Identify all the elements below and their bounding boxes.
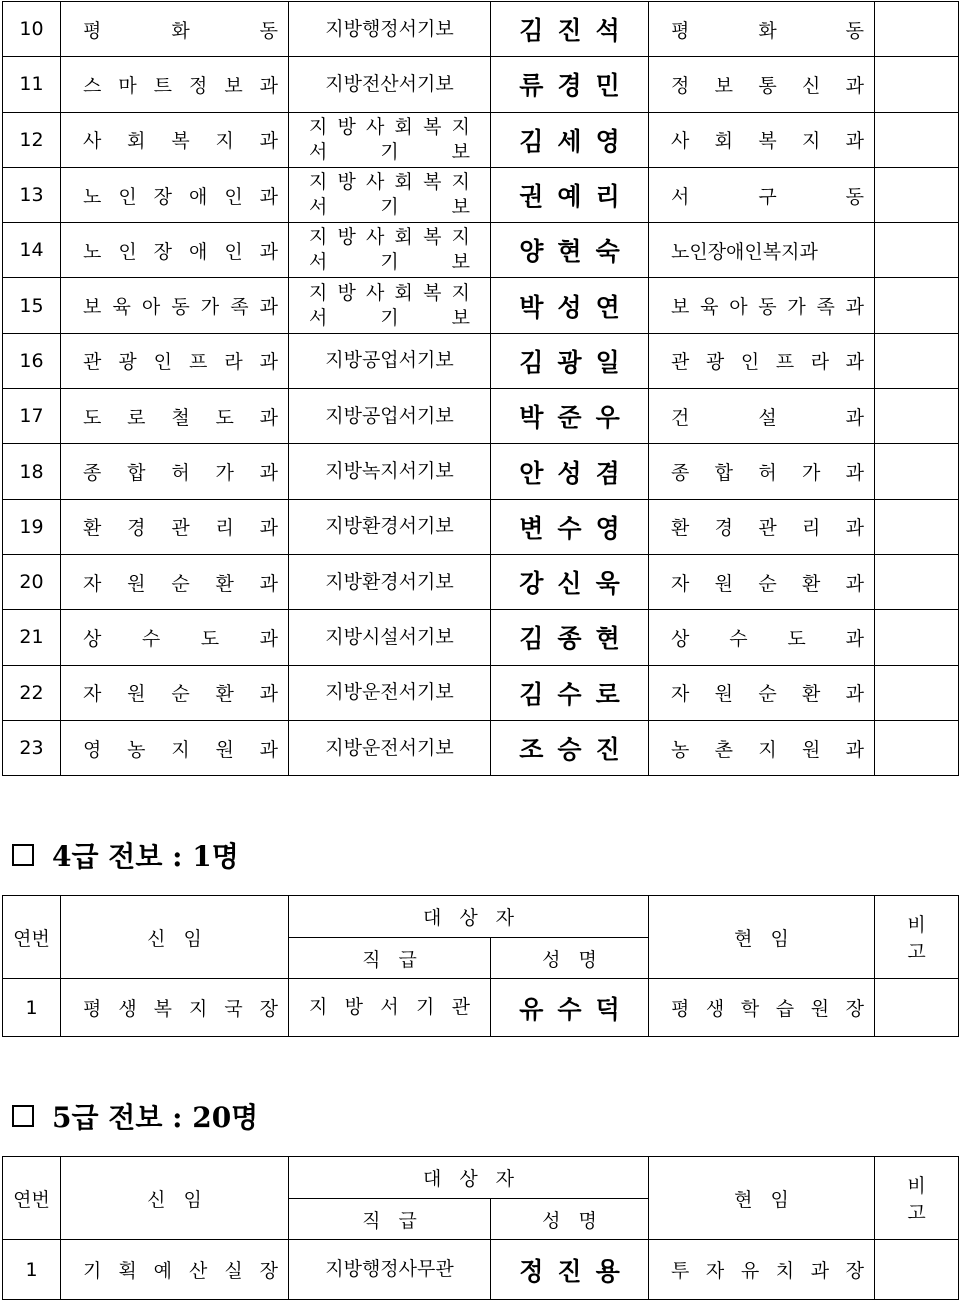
- grade: 지 방 사 회 복 지 서 기 보: [289, 112, 491, 167]
- row-number: 20: [3, 554, 61, 609]
- person-name: 양현숙: [491, 223, 649, 278]
- current-post: 자 원 순 환 과: [649, 665, 875, 720]
- row-number: 13: [3, 167, 61, 222]
- table-row: [3, 665, 959, 720]
- table-row: [3, 1240, 959, 1300]
- grade: 지 방 사 회 복 지 서 기 보: [289, 167, 491, 222]
- table-row: [3, 499, 959, 554]
- new-post: 자 원 순 환 과: [61, 554, 289, 609]
- header-note: 비고: [875, 896, 959, 979]
- section-title-5th-grade: [12, 1096, 258, 1136]
- table-row: [3, 278, 959, 333]
- current-post: 상 수 도 과: [649, 610, 875, 665]
- note: [875, 2, 959, 57]
- person-name: 박성연: [491, 278, 649, 333]
- grade: 지 방 사 회 복 지 서 기 보: [289, 223, 491, 278]
- new-post: 환 경 관 리 과: [61, 499, 289, 554]
- table-row: [3, 979, 959, 1037]
- checkbox-square-icon: [12, 1105, 34, 1127]
- current-post: 투 자 유 치 과 장: [649, 1240, 875, 1300]
- person-name: 조승진: [491, 720, 649, 775]
- table-row: [3, 2, 959, 57]
- row-number: 17: [3, 389, 61, 444]
- table-row: [3, 389, 959, 444]
- row-number: 22: [3, 665, 61, 720]
- note: [875, 167, 959, 222]
- header-target: 대상자: [289, 1157, 649, 1199]
- person-name: 정진용: [491, 1240, 649, 1300]
- row-number: 14: [3, 223, 61, 278]
- row-number: 23: [3, 720, 61, 775]
- current-post: 노인장애인복지과: [649, 223, 875, 278]
- person-name: 변수영: [491, 499, 649, 554]
- new-post: 사 회 복 지 과: [61, 112, 289, 167]
- header-note: 비고: [875, 1157, 959, 1240]
- grade: 지방행정사무관: [289, 1240, 491, 1300]
- note: [875, 444, 959, 499]
- row-number: 19: [3, 499, 61, 554]
- table-row: [3, 57, 959, 112]
- row-number: 15: [3, 278, 61, 333]
- header-current: 현임: [649, 896, 875, 979]
- checkbox-square-icon: [12, 844, 34, 866]
- transfer-table-5th-grade: [2, 1156, 959, 1300]
- header-name: 성명: [491, 938, 649, 979]
- person-name: 김세영: [491, 112, 649, 167]
- current-post: 정 보 통 신 과: [649, 57, 875, 112]
- row-number: 1: [3, 1240, 61, 1300]
- note: [875, 720, 959, 775]
- current-post: 보 육 아 동 가 족 과: [649, 278, 875, 333]
- row-number: 18: [3, 444, 61, 499]
- section-title-4th-grade: [12, 835, 239, 875]
- row-number: 16: [3, 333, 61, 388]
- grade: 지 방 사 회 복 지 서 기 보: [289, 278, 491, 333]
- grade: 지방전산서기보: [289, 57, 491, 112]
- note: [875, 333, 959, 388]
- new-post: 종 합 허 가 과: [61, 444, 289, 499]
- current-post: 사 회 복 지 과: [649, 112, 875, 167]
- header-no: 연번: [3, 896, 61, 979]
- current-post: 자 원 순 환 과: [649, 554, 875, 609]
- note: [875, 223, 959, 278]
- current-post: 평 화 동: [649, 2, 875, 57]
- note: [875, 554, 959, 609]
- person-name: 강신욱: [491, 554, 649, 609]
- new-post: 노 인 장 애 인 과: [61, 223, 289, 278]
- header-name: 성명: [491, 1199, 649, 1240]
- new-post: 도 로 철 도 과: [61, 389, 289, 444]
- table-row: [3, 720, 959, 775]
- note: [875, 1240, 959, 1300]
- header-new: 신임: [61, 1157, 289, 1240]
- grade: 지방공업서기보: [289, 389, 491, 444]
- table-row: [3, 112, 959, 167]
- note: [875, 278, 959, 333]
- note: [875, 979, 959, 1037]
- current-post: 농 촌 지 원 과: [649, 720, 875, 775]
- transfer-table-4th-grade: [2, 895, 959, 1037]
- current-post: 평 생 학 습 원 장: [649, 979, 875, 1037]
- row-number: 11: [3, 57, 61, 112]
- table-row: [3, 333, 959, 388]
- header-no: 연번: [3, 1157, 61, 1240]
- table-row: [3, 554, 959, 609]
- grade: 지방환경서기보: [289, 499, 491, 554]
- new-post: 기 획 예 산 실 장: [61, 1240, 289, 1300]
- table-row: [3, 610, 959, 665]
- person-name: 박준우: [491, 389, 649, 444]
- person-name: 김진석: [491, 2, 649, 57]
- row-number: 21: [3, 610, 61, 665]
- note: [875, 389, 959, 444]
- header-current: 현임: [649, 1157, 875, 1240]
- grade: 지방환경서기보: [289, 554, 491, 609]
- new-post: 평 생 복 지 국 장: [61, 979, 289, 1037]
- transfer-table-7th-grade: [2, 1, 959, 776]
- new-post: 자 원 순 환 과: [61, 665, 289, 720]
- header-grade: 직급: [289, 938, 491, 979]
- person-name: 권예리: [491, 167, 649, 222]
- grade: 지방운전서기보: [289, 720, 491, 775]
- row-number: 10: [3, 2, 61, 57]
- current-post: 서 구 동: [649, 167, 875, 222]
- new-post: 노 인 장 애 인 과: [61, 167, 289, 222]
- grade: 지방시설서기보: [289, 610, 491, 665]
- current-post: 건 설 과: [649, 389, 875, 444]
- row-number: 12: [3, 112, 61, 167]
- person-name: 김종현: [491, 610, 649, 665]
- note: [875, 665, 959, 720]
- person-name: 류경민: [491, 57, 649, 112]
- note: [875, 57, 959, 112]
- person-name: 김광일: [491, 333, 649, 388]
- person-name: 김수로: [491, 665, 649, 720]
- new-post: 관 광 인 프 라 과: [61, 333, 289, 388]
- person-name: 유수덕: [491, 979, 649, 1037]
- section-title-text: 5급 전보 : 20명: [52, 1101, 259, 1134]
- header-new: 신임: [61, 896, 289, 979]
- grade: 지 방 서 기 관: [289, 979, 491, 1037]
- note: [875, 610, 959, 665]
- table-row: [3, 167, 959, 222]
- current-post: 환 경 관 리 과: [649, 499, 875, 554]
- note: [875, 112, 959, 167]
- section-title-text: 4급 전보 : 1명: [52, 840, 239, 873]
- new-post: 영 농 지 원 과: [61, 720, 289, 775]
- person-name: 안성겸: [491, 444, 649, 499]
- grade: 지방공업서기보: [289, 333, 491, 388]
- current-post: 종 합 허 가 과: [649, 444, 875, 499]
- row-number: 1: [3, 979, 61, 1037]
- note: [875, 499, 959, 554]
- new-post: 스 마 트 정 보 과: [61, 57, 289, 112]
- current-post: 관 광 인 프 라 과: [649, 333, 875, 388]
- header-target: 대상자: [289, 896, 649, 938]
- grade: 지방운전서기보: [289, 665, 491, 720]
- table-row: [3, 444, 959, 499]
- grade: 지방행정서기보: [289, 2, 491, 57]
- new-post: 상 수 도 과: [61, 610, 289, 665]
- header-grade: 직급: [289, 1199, 491, 1240]
- new-post: 평 화 동: [61, 2, 289, 57]
- table-row: [3, 223, 959, 278]
- grade: 지방녹지서기보: [289, 444, 491, 499]
- new-post: 보 육 아 동 가 족 과: [61, 278, 289, 333]
